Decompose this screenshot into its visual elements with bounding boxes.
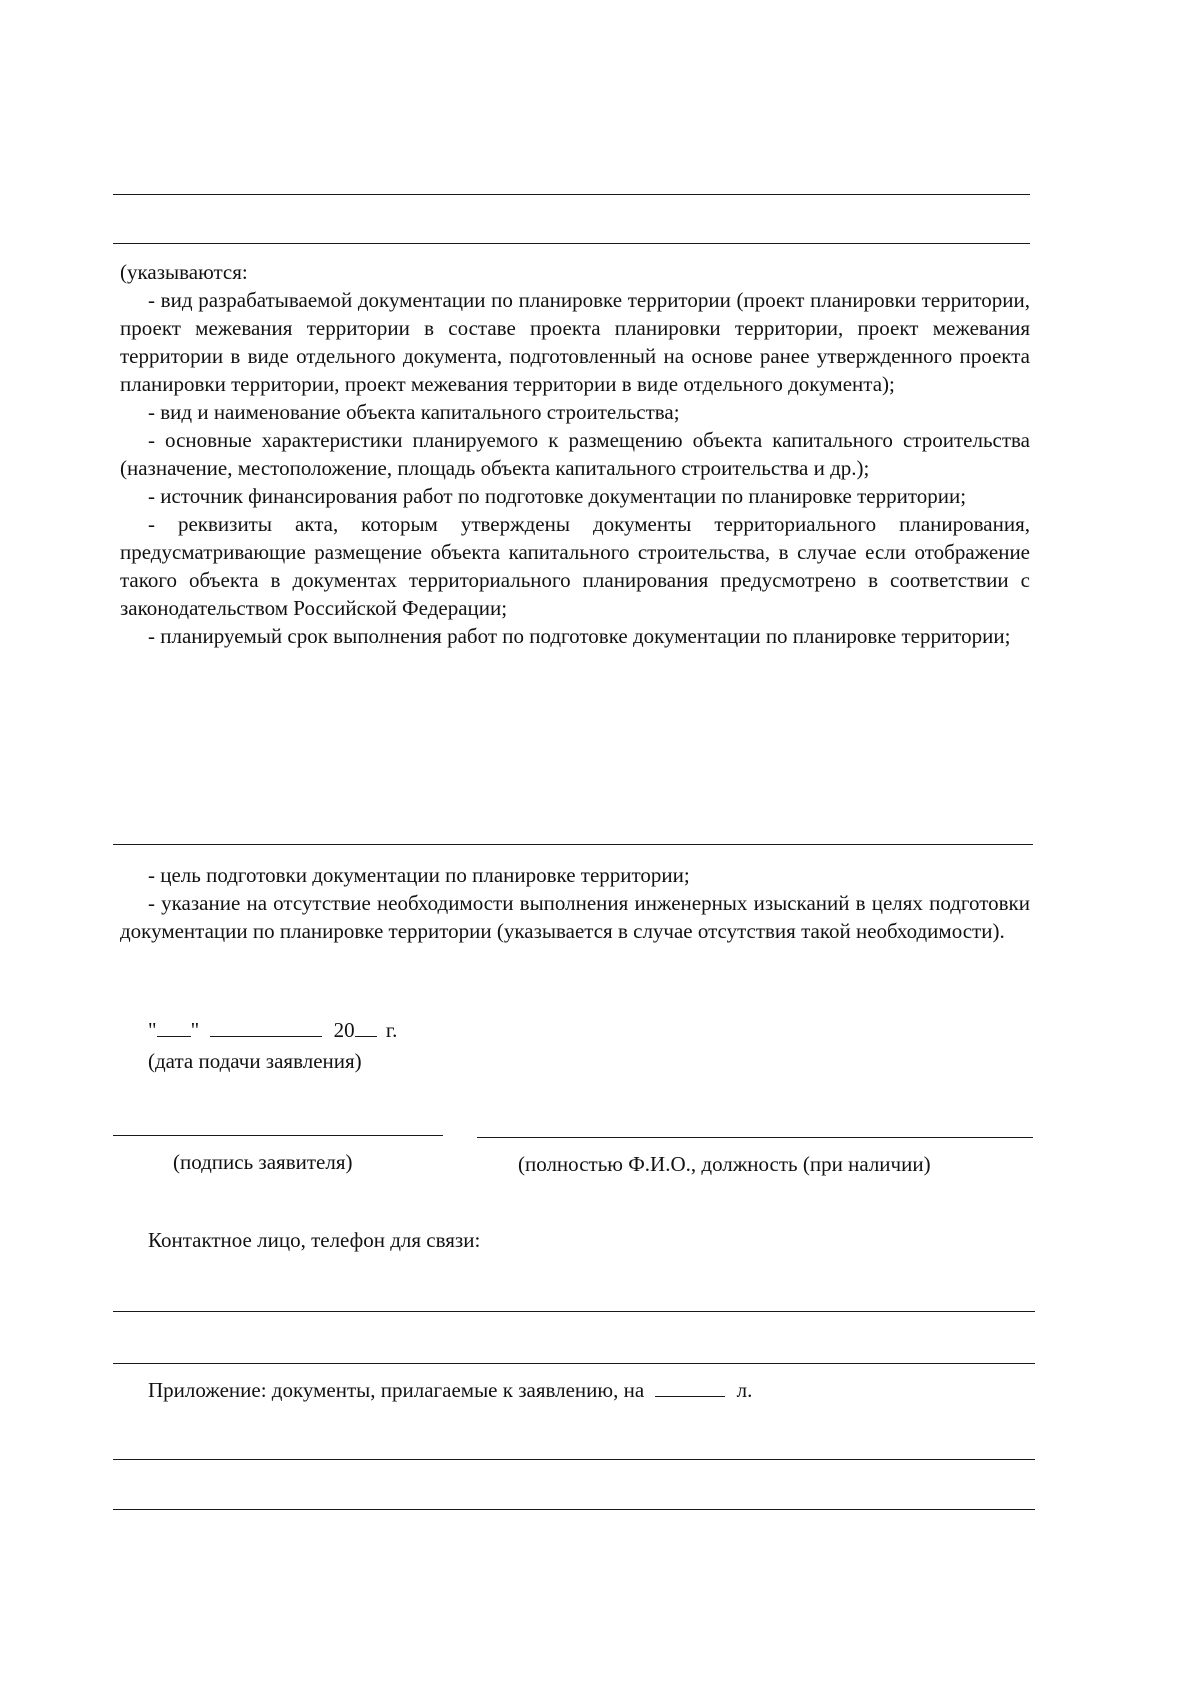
contact-line-1[interactable] [113, 1311, 1035, 1312]
year-prefix: 20 [333, 1018, 355, 1042]
attachment-label: Приложение: документы, прилагаемые к заявлению, на [148, 1378, 645, 1402]
item-act-details: - реквизиты акта, которым утверждены документы территориального планирования, предусматривающие размещение объекта капитального строительства, в случае если отображение такого объекта в документах территориального планирования предусмотрено в соответствии с законодательством Российской Федерации; [120, 512, 1030, 620]
date-line [148, 1016, 397, 1044]
contact-label: Контактное лицо, телефон для связи: [148, 1228, 481, 1252]
item-surveys-note: - указание на отсутствие необходимости выполнения инженерных изысканий в целях подготовки документации по планировке территории (указывается в случае отсутствия такой необходимости). [120, 891, 1030, 943]
month-blank[interactable] [210, 1016, 322, 1037]
pages-count-blank[interactable] [655, 1376, 725, 1397]
day-blank[interactable] [157, 1016, 191, 1037]
item-object-characteristics: - основные характеристики планируемого к размещению объекта капитального строительства (назначение, местоположение, площадь объекта капитального строительства и др.); [120, 428, 1030, 480]
full-name-line[interactable] [477, 1137, 1033, 1138]
year-blank[interactable] [355, 1016, 377, 1037]
item-purpose: - цель подготовки документации по планировке территории; [148, 863, 690, 887]
purpose-block [120, 861, 1030, 945]
attachment-line-2[interactable] [113, 1509, 1035, 1510]
full-name-caption: (полностью Ф.И.О., должность (при наличии) [518, 1152, 931, 1176]
fill-line-middle [113, 844, 1033, 845]
attachment-line-1[interactable] [113, 1459, 1035, 1460]
signature-caption: (подпись заявителя) [173, 1150, 353, 1174]
item-planned-term: - планируемый срок выполнения работ по подготовке документации по планировке территории; [148, 624, 1011, 648]
fill-line-top-2 [113, 243, 1030, 244]
description-block [120, 258, 1030, 650]
contact-line-2[interactable] [113, 1363, 1035, 1364]
date-caption: (дата подачи заявления) [148, 1049, 362, 1073]
signature-line[interactable] [113, 1135, 443, 1136]
intro-text: (указываются: [120, 260, 248, 284]
date-open-quote: " [148, 1018, 157, 1042]
item-documentation-type: - вид разрабатываемой документации по планировке территории (проект планировки территории, проект межевания территории в составе проекта планировки территории, проект межевания территории в виде отдельного документа, подготовленный на основе ранее утвержденного проекта планировки территории, проект межевания территории в виде отдельного документа); [120, 288, 1030, 396]
item-object-name: - вид и наименование объекта капитального строительства; [148, 400, 680, 424]
attachment-suffix: л. [736, 1378, 753, 1402]
attachment-line [148, 1376, 752, 1404]
year-suffix: г. [385, 1018, 398, 1042]
fill-line-top-1 [113, 194, 1030, 195]
item-funding-source: - источник финансирования работ по подготовке документации по планировке территории; [148, 484, 967, 508]
date-close-quote: " [190, 1018, 200, 1042]
